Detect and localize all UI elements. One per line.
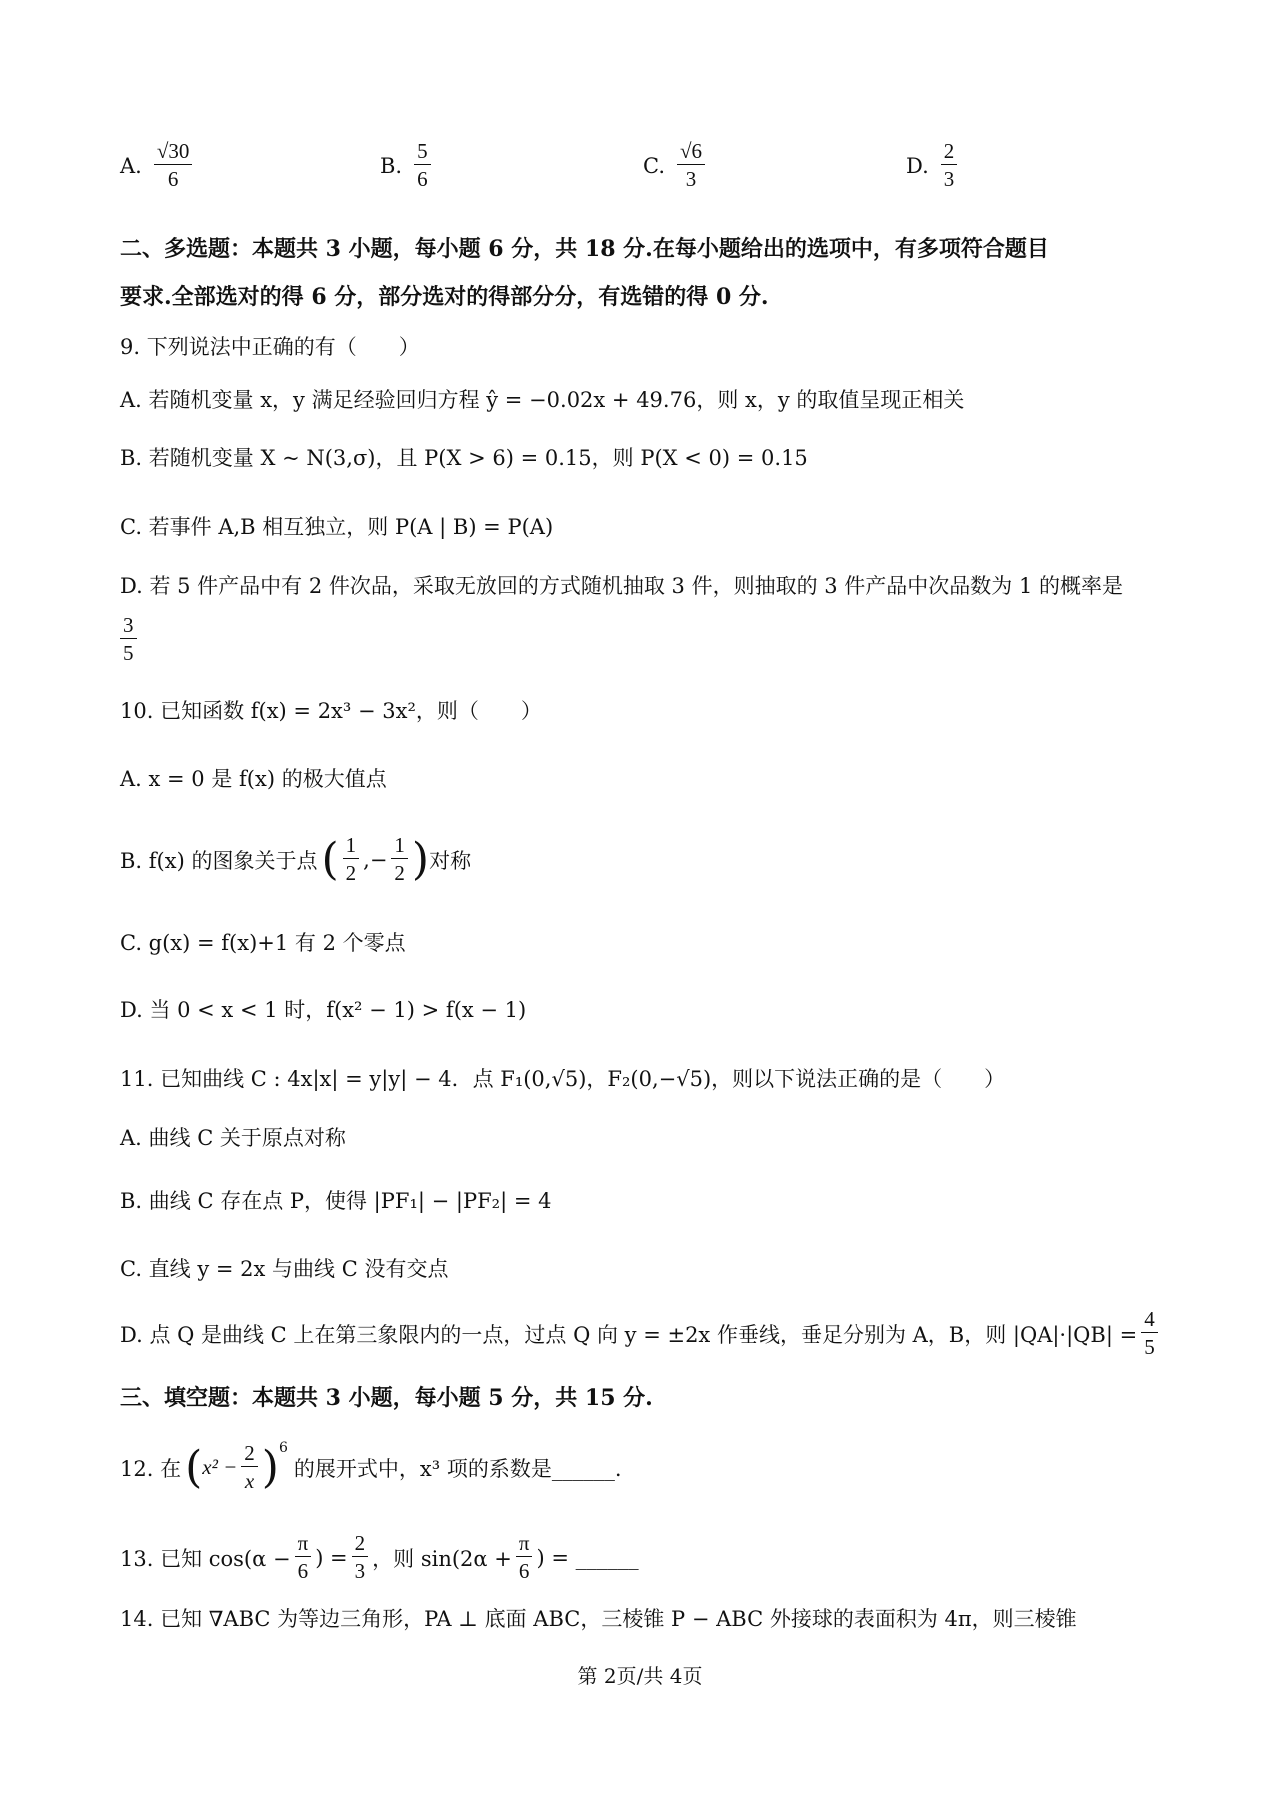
right-paren: ) <box>261 1442 279 1493</box>
page-footer: 第 2页/共 4页 <box>577 1664 703 1688</box>
q9-option-c: C. 若事件 A,B 相互独立，则 P(A | B) = P(A) <box>120 515 554 539</box>
q10-option-b-suffix: 对称 <box>429 848 472 873</box>
q9-stem: 9. 下列说法中正确的有（ ） <box>120 335 420 359</box>
q11-d-numerator: 4 <box>1141 1306 1158 1333</box>
q10-b-den1: 2 <box>345 861 357 885</box>
option-a <box>120 138 196 193</box>
q13-num3: π <box>516 1530 533 1557</box>
q13-prefix: 13. 已知 cos(α − <box>120 1546 291 1571</box>
option-b-denominator: 6 <box>417 167 428 191</box>
section3-heading: 三、填空题：本题共 3 小题，每小题 5 分，共 15 分. <box>120 1385 653 1411</box>
q10-b-num1: 1 <box>343 832 360 859</box>
q13-suffix: ) = ______ <box>536 1545 639 1570</box>
q14-stem: 14. 已知 ∇ABC 为等边三角形，PA ⊥ 底面 ABC，三棱锥 P − ABC 外接球的表面积为 4π，则三棱锥 <box>120 1607 1077 1631</box>
option-a-denominator: 6 <box>167 167 179 191</box>
q11-stem: 11. 已知曲线 C : 4x|x| = y|y| − 4．点 F₁(0,√5)，F₂(0,−√5)，则以下说法正确的是（ ） <box>120 1067 1006 1091</box>
option-b <box>380 138 435 193</box>
q12-denominator: x <box>244 1469 255 1493</box>
option-c-numerator: √6 <box>677 138 705 165</box>
q10-b-den2: 2 <box>394 861 405 885</box>
left-paren: ( <box>185 1442 203 1493</box>
q11-option-b: B. 曲线 C 存在点 P，使得 |PF₁| − |PF₂| = 4 <box>120 1189 552 1213</box>
q12-prefix: 12. 在 <box>120 1456 182 1481</box>
q12-suffix: 的展开式中，x³ 项的系数是______. <box>293 1456 622 1481</box>
q12-exponent: 6 <box>278 1440 288 1456</box>
comma-minus: ,− <box>363 847 388 872</box>
left-paren: ( <box>321 834 339 885</box>
q11-option-d <box>120 1306 1162 1361</box>
q10-option-d: D. 当 0 < x < 1 时，f(x² − 1) > f(x − 1) <box>120 998 527 1022</box>
section2-heading-line1: 二、多选题：本题共 3 小题，每小题 6 分，共 18 分.在每小题给出的选项中，有多项符合题目 <box>120 236 1049 262</box>
option-b-label: B. <box>380 153 403 178</box>
q9-d-numerator: 3 <box>120 612 137 639</box>
q10-option-b <box>120 832 471 887</box>
q9-option-b: B. 若随机变量 X ~ N(3,σ)，且 P(X > 6) = 0.15，则 P(X < 0) = 0.15 <box>120 446 808 470</box>
q10-stem: 10. 已知函数 f(x) = 2x³ − 3x²，则（ ） <box>120 699 542 723</box>
q10-option-c: C. g(x) = f(x)+1 有 2 个零点 <box>120 931 406 955</box>
q13-mid2: ，则 sin(2α + <box>372 1546 512 1571</box>
option-c-denominator: 3 <box>685 167 697 191</box>
option-c <box>643 138 709 193</box>
q13-mid: ) = <box>315 1545 348 1570</box>
q12-numerator: 2 <box>241 1440 258 1467</box>
q13-den2: 3 <box>354 1559 366 1583</box>
q13-den1: 6 <box>297 1559 309 1583</box>
q11-d-denominator: 5 <box>1144 1335 1155 1359</box>
q13 <box>120 1530 639 1585</box>
q10-option-a: A. x = 0 是 f(x) 的极大值点 <box>120 767 387 791</box>
option-a-numerator: √30 <box>154 138 193 165</box>
q10-b-num2: 1 <box>391 832 408 859</box>
q13-num2: 2 <box>352 1530 369 1557</box>
q11-option-a: A. 曲线 C 关于原点对称 <box>120 1126 346 1150</box>
option-d-label: D. <box>906 153 929 178</box>
option-b-numerator: 5 <box>414 138 431 165</box>
q11-option-d-text: D. 点 Q 是曲线 C 上在第三象限内的一点，过点 Q 向 y = ±2x 作垂线，垂足分别为 A，B，则 |QA|·|QB| = <box>120 1322 1138 1347</box>
q11-option-c: C. 直线 y = 2x 与曲线 C 没有交点 <box>120 1257 449 1281</box>
option-d <box>906 138 961 193</box>
right-paren: ) <box>411 834 430 885</box>
q9-option-d-fraction <box>120 612 141 667</box>
section2-heading-line2: 要求.全部选对的得 6 分，部分选对的得部分分，有选错的得 0 分. <box>120 284 769 310</box>
q9-option-a: A. 若随机变量 x，y 满足经验回归方程 ŷ = −0.02x + 49.76，则 x，y 的取值呈现正相关 <box>120 388 965 412</box>
q13-den3: 6 <box>518 1559 530 1583</box>
q10-option-b-text: B. f(x) 的图象关于点 <box>120 848 318 873</box>
option-d-numerator: 2 <box>941 138 958 165</box>
q9-d-denominator: 5 <box>123 641 134 665</box>
option-d-denominator: 3 <box>943 167 955 191</box>
option-a-label: A. <box>120 153 142 178</box>
option-c-label: C. <box>643 153 665 178</box>
q13-num1: π <box>295 1530 312 1557</box>
q12 <box>120 1440 622 1495</box>
q9-option-d: D. 若 5 件产品中有 2 件次品，采取无放回的方式随机抽取 3 件，则抽取的 3 件产品中次品数为 1 的概率是 <box>120 574 1123 598</box>
q12-inner: x² − <box>202 1455 238 1479</box>
